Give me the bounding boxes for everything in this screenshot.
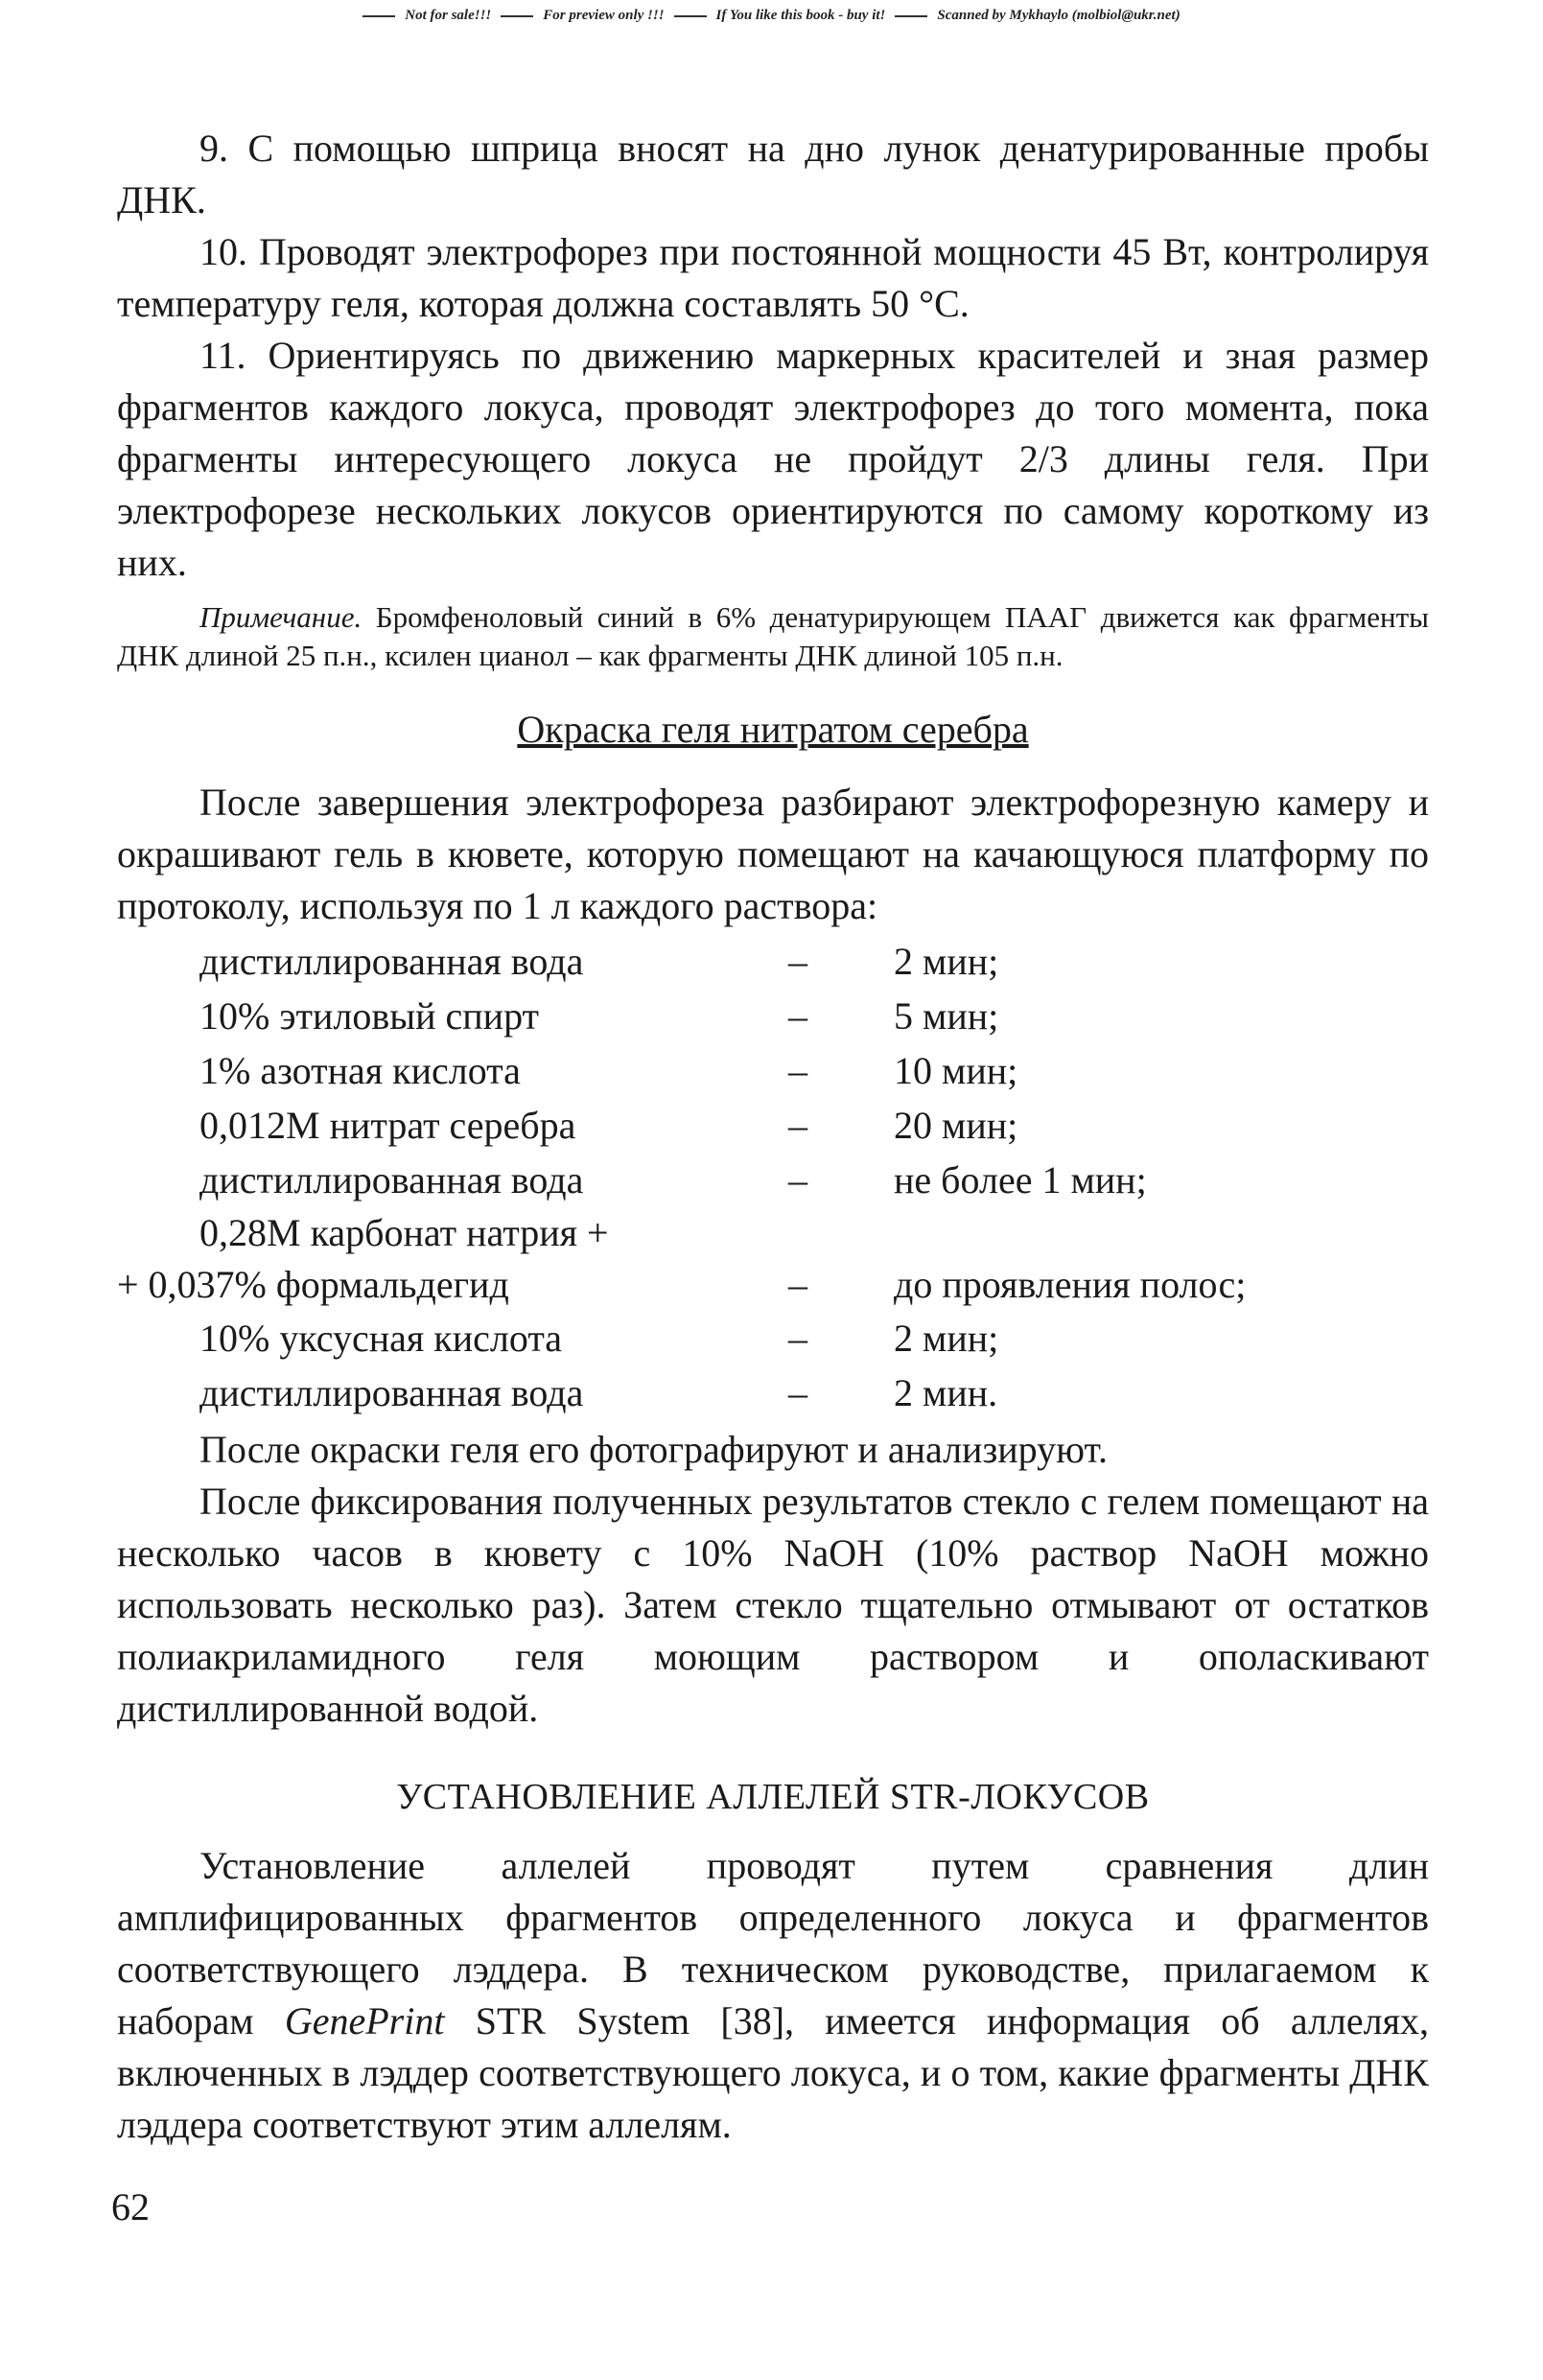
watermark-separator (674, 15, 707, 17)
watermark-part: Not for sale!!! (405, 8, 492, 23)
allele-text-part: STR System [38], имеется информация об аллелях, включенных в лэддер соответствующего локуса, и о том, какие фрагменты ДНК лэддера соответствуют этим аллелям. (117, 1999, 1430, 2146)
paragraph-step-10: 10. Проводят электрофорез при постоянной мощности 45 Вт, контролируя температуру геля, которая должна составлять 50 °С. (117, 230, 1429, 325)
protocol-duration: 2 мин. (894, 1371, 998, 1414)
protocol-row (117, 1043, 1429, 1098)
paragraph-step-9: 9. С помощью шприца вносят на дно лунок денатурированные пробы ДНК. (117, 127, 1429, 222)
protocol-duration: 20 мин; (894, 1104, 1018, 1147)
protocol-solution: 10% этиловый спирт (199, 994, 540, 1038)
note-label: Примечание. (199, 600, 362, 634)
section-heading-str-alleles: УСТАНОВЛЕНИЕ АЛЛЕЛЕЙ STR-ЛОКУСОВ (396, 1777, 1150, 1817)
protocol-dash: – (788, 1317, 807, 1360)
watermark-part: If You like this book - buy it! (715, 8, 886, 23)
page-body (117, 123, 1429, 2151)
protocol-dash (788, 1207, 894, 1259)
protocol-duration: 10 мин; (894, 1049, 1018, 1092)
watermark-separator (362, 15, 395, 17)
protocol-solution: 10% уксусная кислота (199, 1317, 563, 1360)
scan-watermark (0, 8, 1543, 24)
protocol-solution: дистиллированная вода (199, 1158, 584, 1202)
protocol-duration: 5 мин; (894, 994, 999, 1038)
paragraph-glass-cleaning: После фиксирования полученных результатов стекло с гелем помещают на несколько часов в кювету с 10% NaOH (10% раствор NaOH можно использовать несколько раз). Затем стекло тщательно отмывают от остатков полиакриламидного геля моющим раствором и ополаскивают дистиллированной водой. (117, 1480, 1429, 1730)
protocol-solution: дистиллированная вода (199, 940, 584, 983)
protocol-dash: – (788, 1263, 807, 1306)
protocol-dash: – (788, 1049, 807, 1092)
geneprint-brand: GenePrint (284, 1999, 445, 2042)
allele-text-part: Установление аллелей проводят путем сравнения длин амплифицированных фрагментов определенного локуса и фрагментов соответствующего лэддера. В техническом руководстве, прилагаемом к наборам (117, 1844, 1429, 2042)
protocol-row (117, 1207, 1429, 1259)
protocol-row (117, 1259, 1429, 1311)
protocol-dash: – (788, 994, 807, 1038)
protocol-solution: 1% азотная кислота (199, 1049, 521, 1092)
protocol-row (117, 934, 1429, 989)
paragraph-step-11: 11. Ориентируясь по движению маркерных красителей и зная размер фрагментов каждого локуса, проводят электрофорез до того момента, пока фрагменты интересующего локуса не пройдут 2/3 длины геля. При электрофорезе нескольких локусов ориентируются по самому короткому из них. (117, 334, 1429, 584)
protocol-solution: + 0,037% формальдегид (117, 1263, 509, 1306)
protocol-dash: – (788, 1371, 807, 1414)
staining-protocol-list (117, 934, 1429, 1420)
note-text: Бромфеноловый синий в 6% денатурирующем ПААГ движется как фрагменты ДНК длиной 25 п.н., ксилен цианол – как фрагменты ДНК длиной 105 п.н. (117, 600, 1429, 672)
protocol-solution: дистиллированная вода (199, 1371, 584, 1414)
protocol-row (117, 1153, 1429, 1207)
paragraph-staining-intro: После завершения электрофореза разбирают электрофорезную камеру и окрашивают гель в кювете, которую помещают на качающуюся платформу по протоколу, используя по 1 л каждого раствора: (117, 781, 1429, 927)
protocol-dash: – (788, 940, 807, 983)
protocol-row (117, 1098, 1429, 1153)
protocol-duration (894, 1207, 1429, 1259)
page-number: 62 (111, 2185, 150, 2228)
protocol-duration: не более 1 мин; (894, 1158, 1147, 1202)
protocol-duration: до проявления полос; (894, 1263, 1247, 1306)
protocol-duration: 2 мин; (894, 940, 999, 983)
watermark-part: Scanned by Mykhaylo (molbiol@ukr.net) (937, 8, 1181, 23)
section-heading-silver-staining: Окраска геля нитратом серебра (517, 708, 1029, 751)
watermark-separator (895, 15, 927, 17)
protocol-dash: – (788, 1158, 807, 1202)
protocol-solution: 0,28М карбонат натрия + (199, 1211, 609, 1254)
protocol-dash: – (788, 1104, 807, 1147)
protocol-row (117, 1365, 1429, 1420)
protocol-row (117, 989, 1429, 1043)
watermark-part: For preview only !!! (543, 8, 665, 23)
protocol-solution: 0,012М нитрат серебра (199, 1104, 576, 1147)
protocol-duration: 2 мин; (894, 1317, 999, 1360)
protocol-row (117, 1311, 1429, 1365)
paragraph-allele-determination (117, 1840, 1429, 2151)
watermark-separator (501, 15, 533, 17)
note-paragraph (117, 598, 1429, 675)
paragraph-after-staining: После окраски геля его фотографируют и анализируют. (199, 1428, 1108, 1471)
